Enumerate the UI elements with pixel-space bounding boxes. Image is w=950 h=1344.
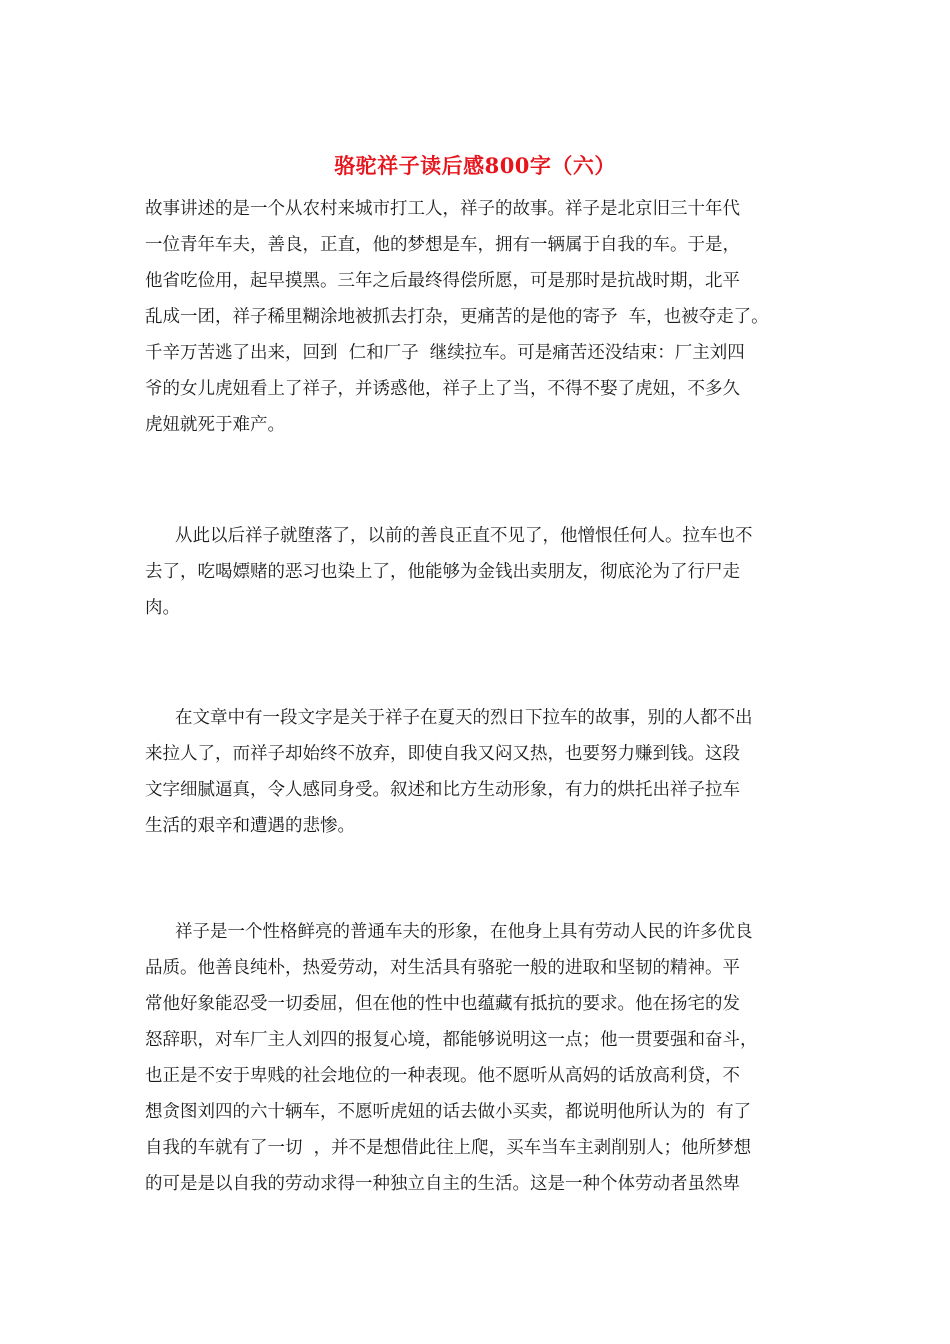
paragraph-line: 从此以后祥子就堕落了，以前的善良正直不见了，他憎恨任何人。拉车也不 — [175, 526, 753, 546]
paragraph-line: 文字细腻逼真，令人感同身受。叙述和比方生动形象，有力的烘托出祥子拉车 — [145, 780, 740, 800]
paragraph-line: 一位青年车夫，善良，正直，他的梦想是车，拥有一辆属于自我的车。于是， — [145, 235, 740, 255]
paragraph-line: 常他好象能忍受一切委屈，但在他的性中也蕴藏有抵抗的要求。他在扬宅的发 — [145, 994, 740, 1014]
paragraph-line: 乱成一团，祥子稀里糊涂地被抓去打杂，更痛苦的是他的寄予 车，也被夺走了。 — [145, 307, 769, 327]
paragraph-line: 的可是是以自我的劳动求得一种独立自主的生活。这是一种个体劳动者虽然卑 — [145, 1174, 740, 1194]
paragraph-line: 自我的车就有了一切 ，并不是想借此往上爬，买车当车主剥削别人；他所梦想 — [145, 1138, 752, 1158]
paragraph-4 — [145, 914, 825, 1202]
paragraph-line: 故事讲述的是一个从农村来城市打工人，祥子的故事。祥子是北京旧三十年代 — [145, 199, 740, 219]
paragraph-line: 生活的艰辛和遭遇的悲惨。 — [145, 816, 355, 836]
paragraph-line: 品质。他善良纯朴，热爱劳动，对生活具有骆驼一般的进取和坚韧的精神。平 — [145, 958, 740, 978]
paragraph-3 — [145, 700, 825, 844]
paragraph-line: 千辛万苦逃了出来，回到 仁和厂子 继续拉车。可是痛苦还没结束：厂主刘四 — [145, 343, 745, 363]
paragraph-2 — [145, 518, 825, 626]
paragraph-line: 肉。 — [145, 598, 180, 618]
paragraph-line: 爷的女儿虎妞看上了祥子，并诱惑他，祥子上了当，不得不娶了虎妞，不多久 — [145, 379, 740, 399]
paragraph-line: 去了，吃喝嫖赌的恶习也染上了，他能够为金钱出卖朋友，彻底沦为了行尸走 — [145, 562, 740, 582]
paragraph-line: 祥子是一个性格鲜亮的普通车夫的形象，在他身上具有劳动人民的许多优良 — [175, 922, 753, 942]
page-title: 骆驼祥子读后感800字（六） — [334, 153, 616, 178]
paragraph-line: 他省吃俭用，起早摸黑。三年之后最终得偿所愿，可是那时是抗战时期，北平 — [145, 271, 740, 291]
paragraph-line: 想贪图刘四的六十辆车，不愿听虎妞的话去做小买卖，都说明他所认为的 有了 — [145, 1102, 752, 1122]
paragraph-line: 怒辞职，对车厂主人刘四的报复心境，都能够说明这一点；他一贯要强和奋斗， — [145, 1030, 758, 1050]
paragraph-line: 虎妞就死于难产。 — [145, 415, 285, 435]
paragraph-line: 来拉人了，而祥子却始终不放弃，即使自我又闷又热，也要努力赚到钱。这段 — [145, 744, 740, 764]
paragraph-line: 在文章中有一段文字是关于祥子在夏天的烈日下拉车的故事，别的人都不出 — [175, 708, 753, 728]
paragraph-1 — [145, 191, 825, 443]
paragraph-line: 也正是不安于卑贱的社会地位的一种表现。他不愿听从高妈的话放高利贷，不 — [145, 1066, 740, 1086]
